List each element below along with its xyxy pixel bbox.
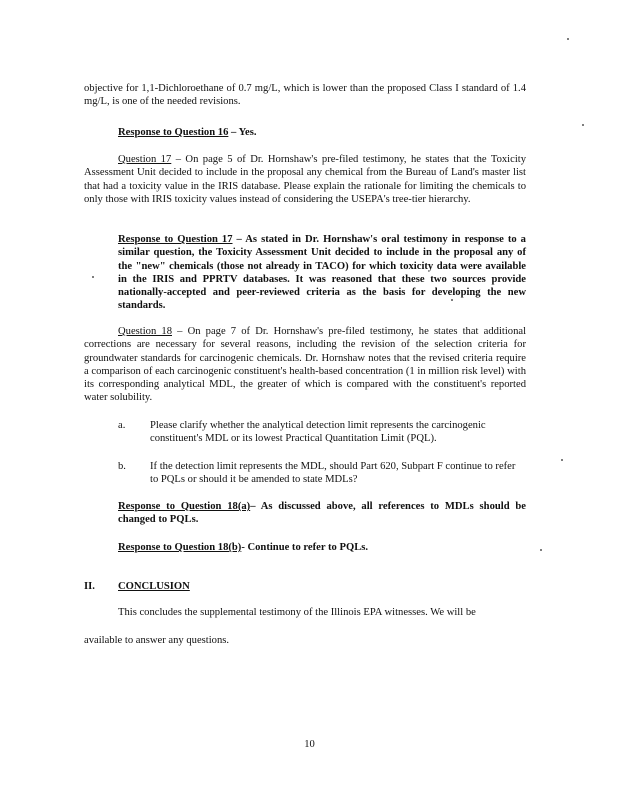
scan-speck [582,124,584,126]
item-b-text: If the detection limit represents the MDL, should Part 620, Subpart F continue to refer to PQLs or should it be amended to state MDLs? [150,461,516,486]
scan-speck [540,549,542,551]
closing-line-2: available to answer any questions. [84,635,230,646]
item-b-marker: b. [118,461,126,472]
item-a-marker: a. [118,420,126,431]
scan-speck [561,459,563,461]
response-17-label: Response to Question 17 [118,234,233,245]
response-18a-label: Response to Question 18(a) [118,501,251,512]
scan-speck [567,38,569,40]
scan-speck [92,276,94,278]
paragraph-continuation: objective for 1,1-Dichloroethane of 0.7 mg/L, which is lower than the proposed Class I standard of 1.4 mg/L, is one of the needed revisions. [84,83,526,108]
response-18b [118,541,526,554]
response-18a-text: – As discussed above, all references to MDLs should be changed to PQLs. [118,501,526,526]
response-18a [118,500,526,527]
question-17-label: Question 17 [118,154,172,165]
response-16 [84,126,526,139]
question-18-text: – On page 7 of Dr. Hornshaw's pre-filed testimony, he states that additional corrections are necessary for several reasons, including the revision of the selection criteria for groundwater standards for carcinogenic chemicals. Dr. Hornshaw notes that the revised criteria require a comparison of each carcinogenic constituent's health-based concentration (1 in million risk level) with its corresponding analytical MDL, the greater of which is compared with the constituent's reported water solubility. [84,326,527,404]
response-16-text: – Yes. [228,127,257,138]
response-16-label: Response to Question 16 [118,127,229,138]
response-18b-label: Response to Question 18(b) [118,542,242,553]
scan-speck [451,299,453,301]
page-number: 10 [304,739,315,750]
question-18 [84,325,526,405]
question-17 [84,153,526,206]
question-18-label: Question 18 [118,326,172,337]
conclusion-title: CONCLUSION [118,581,190,592]
response-18b-text: - Continue to refer to PQLs. [241,542,369,553]
response-17-text: – As stated in Dr. Hornshaw's oral testimony in response to a similar question, the Toxicity Assessment Unit decided to include in the proposal any of the "new" chemicals (those not already in TACO) for which toxicity data were available in the IRIS and PPRTV databases. It was reasoned that these two sources provide nationally-accepted and peer-reviewed criteria as the basis for developing the new standards. [118,234,526,312]
conclusion-number: II. [84,581,95,592]
closing-line-1: This concludes the supplemental testimony of the Illinois EPA witnesses. We will be [118,607,476,618]
response-17 [118,233,526,313]
question-17-text: – On page 5 of Dr. Hornshaw's pre-filed testimony, he states that the Toxicity Assessment Unit decided to include in the proposal any chemical from the Bureau of Land's master list that had a toxicity value in the IRIS database. Please explain the rationale for limiting the chemicals to only those with IRIS toxicity values instead of considering the USEPA's tree-tier hierarchy. [84,154,527,205]
item-a-text: Please clarify whether the analytical detection limit represents the carcinogenic constituent's MDL or its lowest Practical Quantitation Limit (PQL). [150,420,486,445]
